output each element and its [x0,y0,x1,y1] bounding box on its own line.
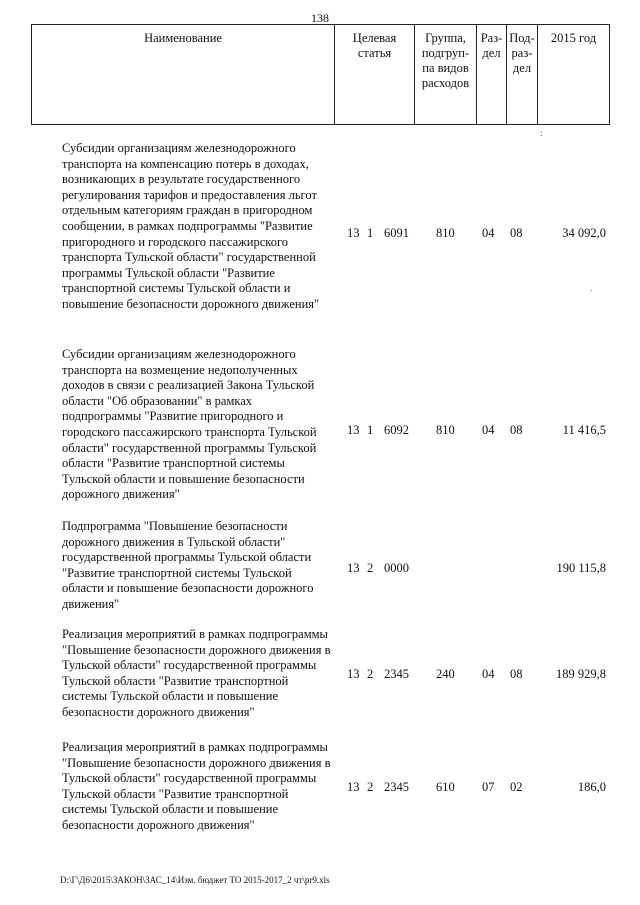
expense-group-value: 240 [436,667,455,681]
row-name: Субсидии организациям железнодорожного транспорта на возмещение недополученных доходов в связи с реализацией Закона Тульской области "Об образовании" в рамках подпрограммы "Развитие пригородного и городского пассажирского транспорта Тульской области" государственной программы Тульской области "Развитие транспортной системы Тульской области и повышение безопасности дорожного движения" [62,347,317,502]
section-value: 04 [482,423,495,437]
target-code-part3: 6091 [384,226,409,240]
expense-group-value: 610 [436,780,455,794]
page-number: 138 [311,11,329,25]
target-code-part2: 1 [367,226,374,240]
target-code-part2: 2 [367,780,374,794]
target-code-part3: 0000 [384,561,409,575]
amount-value: 190 115,8 [556,561,606,575]
header-target-article: Целевая статья [334,25,414,124]
header-section: Раз- дел [476,25,506,124]
subsection-value: 08 [510,667,523,681]
target-code-part1: 13 [347,423,360,437]
scan-speck: : [540,128,543,138]
target-code-part3: 6092 [384,423,409,437]
amount-value: 189 929,8 [556,667,606,681]
target-code-part1: 13 [347,780,360,794]
section-value: 04 [482,226,495,240]
subsection-value: 02 [510,780,523,794]
target-code-part1: 13 [347,667,360,681]
target-code-part2: 1 [367,423,374,437]
row-name: Подпрограмма "Повышение безопасности дорожного движения в Тульской области" государственной программы Тульской области "Развитие транспортной системы Тульской области и повышение безопасности дорожного движения" [62,519,314,611]
target-code-part1: 13 [347,561,360,575]
target-code-part1: 13 [347,226,360,240]
target-code-part2: 2 [367,667,374,681]
expense-group-value: 810 [436,226,455,240]
amount-value: 11 416,5 [562,423,606,437]
header-name: Наименование [144,31,222,45]
section-value: 04 [482,667,495,681]
subsection-value: 08 [510,423,523,437]
row-name: Реализация мероприятий в рамках подпрограммы "Повышение безопасности дорожного движения в Тульской области" государственной программы Тульской области "Развитие транспортной системы Тульской области и повышение безопасности дорожного движения" [62,740,331,832]
target-code-part2: 2 [367,561,374,575]
header-year: 2015 год [537,25,609,124]
amount-value: 186,0 [577,780,606,794]
header-expense-group: Группа, подгруп- па видов расходов [414,25,476,124]
expense-group-value: 810 [436,423,455,437]
header-subsection: Под- раз- дел [506,25,537,124]
row-name: Субсидии организациям железнодорожного транспорта на компенсацию потерь в доходах, возникающих в результате государственного регулирования тарифов и предоставления льгот отдельным категориям граждан в пригородном сообщении, в рамках подпрограммы "Развитие пригородного и городского пассажирского транспорта Тульской области" государственной программы Тульской области "Развитие транспортной системы Тульской области и повышение безопасности дорожного движения" [62,141,320,311]
scan-speck: . [590,283,593,293]
table-header [31,24,610,125]
target-code-part3: 2345 [384,780,409,794]
section-value: 07 [482,780,495,794]
row-name: Реализация мероприятий в рамках подпрограммы "Повышение безопасности дорожного движения в Тульской области" государственной программы Тульской области "Развитие транспортной системы Тульской области и повышение безопасности дорожного движения" [62,627,331,719]
amount-value: 34 092,0 [562,226,606,240]
footer-file-path: D:\Г\Д6\2015\ЗАКОН\ЗАС_14\Изм. бюджет ТО 2015-2017_2 чт\pr9.xls [60,875,330,885]
subsection-value: 08 [510,226,523,240]
target-code-part3: 2345 [384,667,409,681]
